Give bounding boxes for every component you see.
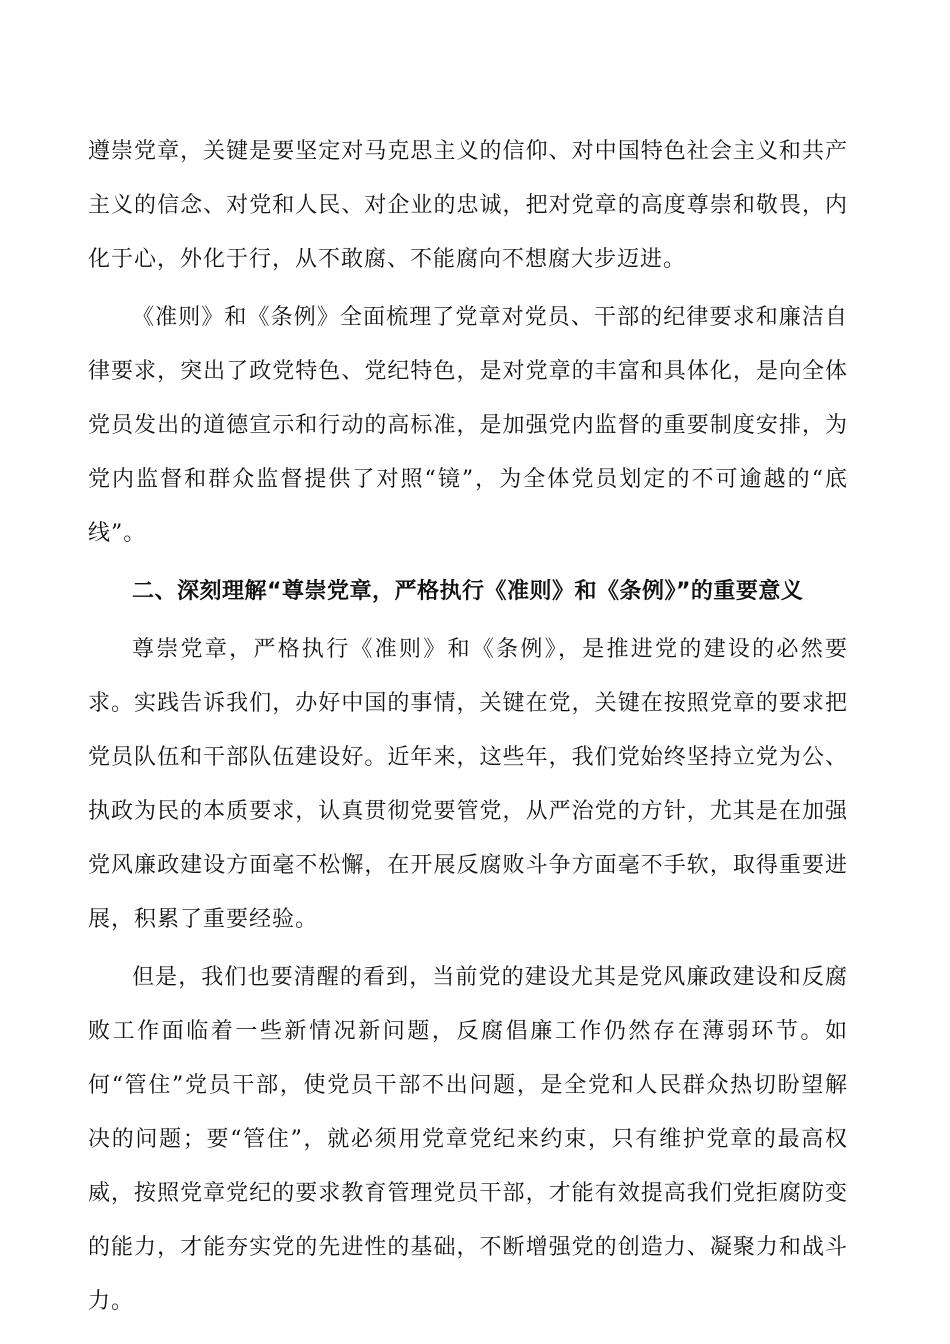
paragraph-2: 《准则》和《条例》全面梳理了党章对党员、干部的纪律要求和廉洁自律要求，突出了政党特色、党纪特色，是对党章的丰富和具体化，是向全体党员发出的道德宣示和行动的高标准，是加强党内监督的重要制度安排，为党内监督和群众监督提供了对照“镜”，为全体党员划定的不可逾越的“底线”。 bbox=[88, 305, 848, 546]
paragraph-3: 尊崇党章，严格执行《准则》和《条例》，是推进党的建设的必然要求。实践告诉我们，办好中国的事情，关键在党，关键在按照党章的要求把党员队伍和干部队伍建设好。近年来，这些年，我们党始终坚持立党为公、执政为民的本质要求，认真贯彻党要管党，从严治党的方针，尤其是在加强党风廉政建设方面毫不松懈，在开展反腐败斗争方面毫不手软，取得重要进展，积累了重要经验。 bbox=[88, 637, 848, 932]
document-body bbox=[88, 125, 848, 1329]
paragraph-4: 但是，我们也要清醒的看到，当前党的建设尤其是党风廉政建设和反腐败工作面临着一些新情况新问题，反腐倡廉工作仍然存在薄弱环节。如何“管住”党员干部，使党员干部不出问题，是全党和人民群众热切盼望解决的问题；要“管住”，就必须用党章党纪来约束，只有维护党章的最高权威，按照党章党纪的要求教育管理党员干部，才能有效提高我们党拒腐防变的能力，才能夯实党的先进性的基础，不断增强党的创造力、凝聚力和战斗力。 bbox=[88, 965, 848, 1314]
paragraph-1: 遵崇党章，关键是要坚定对马克思主义的信仰、对中国特色社会主义和共产主义的信念、对党和人民、对企业的忠诚，把对党章的高度尊崇和敬畏，内化于心，外化于行，从不敢腐、不能腐向不想腐大步迈进。 bbox=[88, 139, 848, 272]
section-heading: 二、深刻理解“尊崇党章，严格执行《准则》和《条例》”的重要意义 bbox=[132, 579, 804, 604]
